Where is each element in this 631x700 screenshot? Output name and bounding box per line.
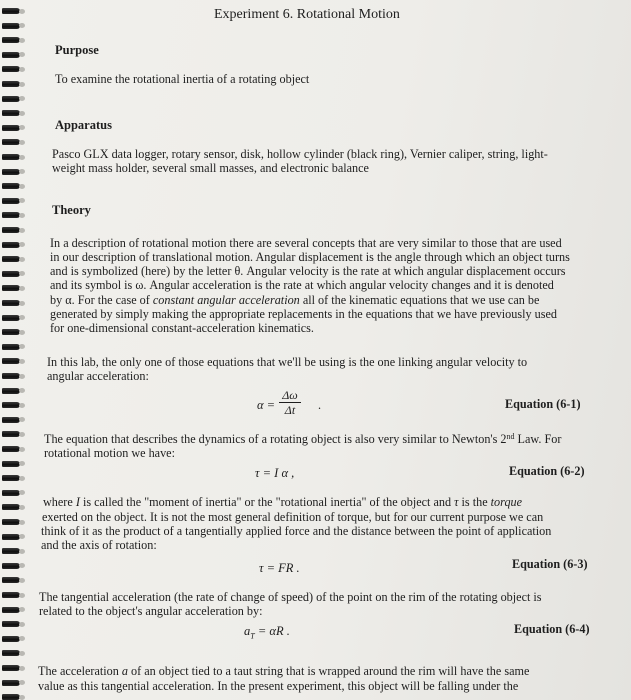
theory-heading: Theory [52,203,91,217]
binding-hole [19,23,25,28]
binding-hole [19,96,25,101]
purpose-heading: Purpose [55,43,99,57]
taut-string-text: of an object tied to a taut string that is wrapped around the rim will have the same [131,664,530,678]
eq3-label: Equation (6-3) [512,557,588,571]
binding-ring [2,242,20,248]
binding-ring [2,125,20,131]
eq4-subscript: T [250,631,255,641]
binding-hole [19,82,25,87]
binding-hole [19,228,25,233]
is-the-word: is the [461,495,488,509]
spiral-binding [0,0,24,700]
binding-hole [19,242,25,247]
binding-ring [2,490,20,496]
binding-ring [2,285,20,291]
binding-hole [19,111,25,116]
binding-ring [2,607,20,613]
binding-hole [19,301,25,306]
theory-p5-line-2: related to the object's angular acceleration by: [39,604,263,618]
binding-hole [19,666,25,671]
binding-hole [19,461,25,466]
binding-ring [2,534,20,540]
binding-hole [19,534,25,539]
theory-p1-line-4: and its symbol is ω. Angular acceleration is the rate at which angular velocity changes and it is denoted [50,278,554,292]
binding-hole [19,563,25,568]
binding-hole [19,125,25,130]
binding-hole [19,344,25,349]
binding-ring [2,256,20,262]
theory-p4-line-1 [43,495,522,509]
eq4-expression [244,624,290,644]
theory-p1-line-1: In a description of rotational motion there are several concepts that are very similar to those that are used [50,236,562,250]
theory-p3-line-1 [44,432,561,446]
binding-hole [19,155,25,160]
binding-ring [2,329,20,335]
binding-ring [2,402,20,408]
binding-ring [2,300,20,306]
theory-p2-line-1: In this lab, the only one of those equations that we'll be using is the one linking angular velocity to [47,355,528,369]
binding-ring [2,504,20,510]
theory-p3-line-2: rotational motion we have: [44,446,175,460]
binding-hole [19,680,25,685]
eq2-expression: τ = I α , [255,466,295,480]
binding-ring [2,198,20,204]
binding-hole [19,432,25,437]
binding-ring [2,37,20,43]
binding-ring [2,52,20,58]
binding-ring [2,183,20,189]
eq1-tail: . [318,398,322,412]
theory-p1-line-5 [50,293,539,307]
binding-hole [19,169,25,174]
binding-hole [19,520,25,525]
binding-ring [2,227,20,233]
binding-ring [2,461,20,467]
binding-ring [2,169,20,175]
binding-ring [2,23,20,29]
binding-ring [2,636,20,642]
binding-ring [2,66,20,72]
moment-of-inertia-text: is called the "moment of inertia" or the "rotational inertia" of the object and [82,495,452,509]
binding-hole [19,271,25,276]
binding-ring [2,431,20,437]
binding-hole [19,38,25,43]
binding-hole [19,476,25,481]
symbol-tau: τ [454,495,459,509]
binding-ring [2,139,20,145]
binding-ring [2,694,20,700]
the-acceleration-text: The acceleration [38,664,119,678]
binding-ring [2,650,20,656]
binding-ring [2,212,20,218]
binding-ring [2,81,20,87]
apparatus-line-2: weight mass holder, several small masses, and electronic balance [52,161,369,175]
where-word: where [43,495,73,509]
binding-ring [2,475,20,481]
binding-ring [2,665,20,671]
binding-hole [19,578,25,583]
theory-p1-line-6: generated by simply making the appropriate replacements in the equations that we have previously used [50,307,557,321]
binding-hole [19,315,25,320]
theory-p2-line-2: angular acceleration: [47,369,149,383]
binding-ring [2,8,20,14]
binding-hole [19,549,25,554]
theory-p3-text-end: Law. For [514,432,562,446]
binding-ring [2,563,20,569]
binding-hole [19,622,25,627]
purpose-text: To examine the rotational inertia of a rotating object [55,72,310,86]
eq3-expression: τ = FR . [259,561,300,575]
binding-ring [2,315,20,321]
binding-ring [2,154,20,160]
binding-ring [2,680,20,686]
eq1-denominator: Δt [284,403,296,417]
theory-p4-line-4: and the axis of rotation: [41,538,157,552]
binding-hole [19,359,25,364]
binding-ring [2,548,20,554]
binding-hole [19,593,25,598]
binding-ring [2,519,20,525]
binding-ring [2,373,20,379]
binding-hole [19,607,25,612]
binding-ring [2,271,20,277]
theory-p4-line-3: think of it as the product of a tangentially applied force and the distance between the point of application [41,524,552,538]
binding-hole [19,388,25,393]
symbol-I: I [75,495,80,509]
binding-hole [19,374,25,379]
torque-word: torque [490,495,523,509]
eq1-fraction [279,389,301,416]
theory-p1-line-2: in our description of translational motion. Angular displacement is the angle through which an object turns [50,250,570,264]
binding-hole [19,417,25,422]
binding-hole [19,330,25,335]
binding-hole [19,286,25,291]
binding-hole [19,198,25,203]
eq4-a: a [244,624,251,638]
eq1-label: Equation (6-1) [505,397,581,411]
binding-ring [2,110,20,116]
binding-hole [19,257,25,262]
constant-angular-acceleration-phrase: constant angular acceleration [152,293,300,307]
binding-ring [2,417,20,423]
binding-hole [19,636,25,641]
binding-hole [19,140,25,145]
binding-hole [19,695,25,700]
theory-p5-line-1: The tangential acceleration (the rate of change of speed) of the point on the rim of the rotating object is [39,590,542,604]
binding-hole [19,213,25,218]
eq2-label: Equation (6-2) [509,464,585,478]
binding-hole [19,184,25,189]
binding-ring [2,358,20,364]
apparatus-line-1: Pasco GLX data logger, rotary sensor, disk, hollow cylinder (black ring), Vernier caliper, string, light- [52,147,548,161]
eq4-rest: = αR . [254,624,290,638]
theory-p3-text: The equation that describes the dynamics of a rotating object is also very similar to Newton's 2 [44,432,507,446]
theory-p1-line-3: and is symbolized (here) by the letter θ. Angular velocity is the rate at which angular displacement occurs [50,264,566,278]
symbol-a: a [121,664,128,678]
binding-ring [2,388,20,394]
eq4-label: Equation (6-4) [514,622,590,636]
apparatus-heading: Apparatus [55,118,112,132]
eq1-lhs: α = [257,398,276,412]
binding-hole [19,651,25,656]
theory-p1-line-7: for one-dimensional constant-acceleration kinematics. [50,321,314,335]
theory-p6-line-2: value as this tangential acceleration. In the present experiment, this object will be falling under the [38,679,519,693]
binding-hole [19,447,25,452]
binding-ring [2,446,20,452]
binding-hole [19,9,25,14]
nd-superscript: nd [506,432,515,441]
binding-hole [19,52,25,57]
page-title: Experiment 6. Rotational Motion [214,7,400,22]
binding-ring [2,577,20,583]
eq1-numerator: Δω [282,388,298,402]
theory-p1-line-5-start: by α. For the case of [50,293,150,307]
binding-hole [19,505,25,510]
binding-ring [2,96,20,102]
binding-hole [19,490,25,495]
theory-p6-line-1 [38,664,529,678]
binding-ring [2,344,20,350]
binding-ring [2,621,20,627]
binding-hole [19,403,25,408]
theory-p4-line-2: exerted on the object. It is not the most general definition of torque, but for our current purpose we can [42,510,544,524]
theory-p1-line-5-end: all of the kinematic equations that we use can be [302,293,540,307]
binding-ring [2,592,20,598]
binding-hole [19,67,25,72]
